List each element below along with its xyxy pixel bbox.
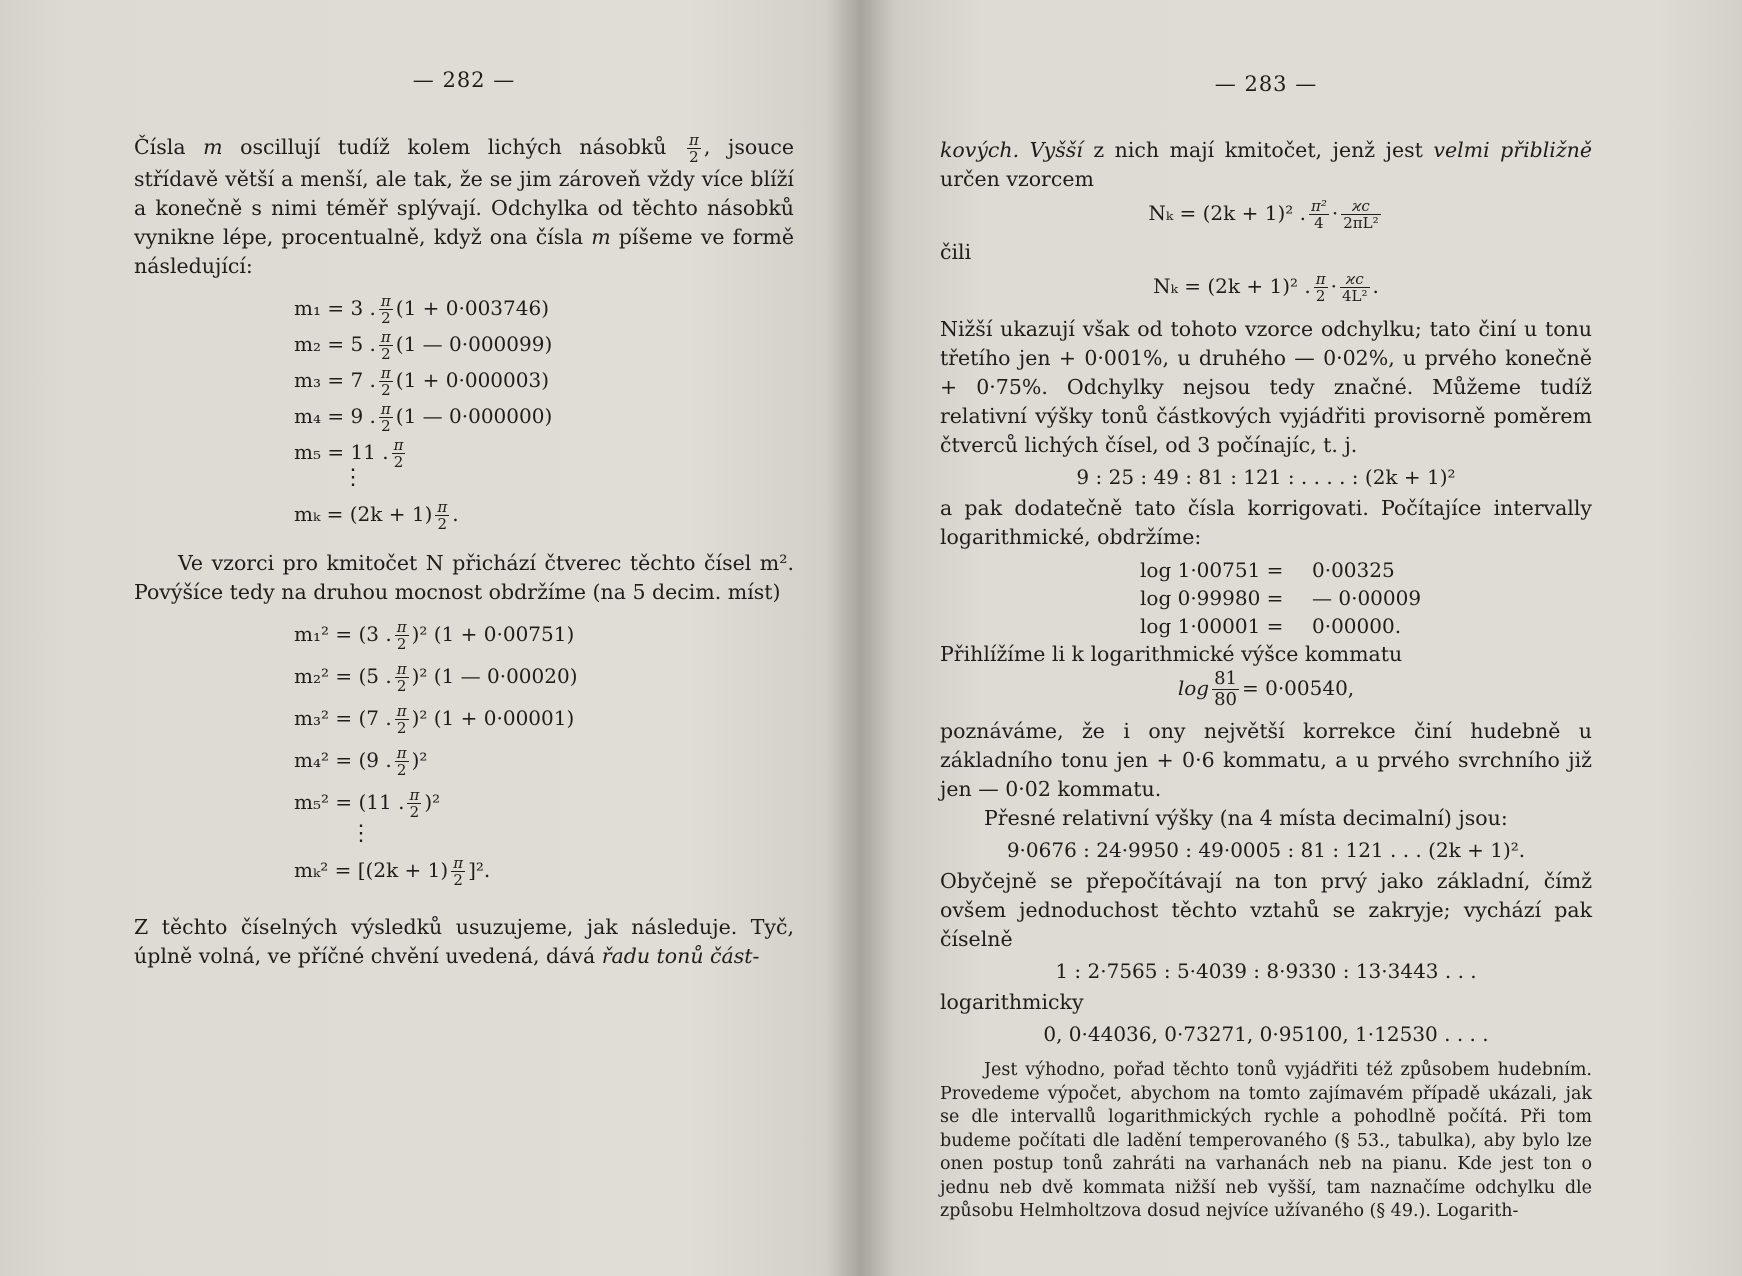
equation (294, 437, 794, 473)
denominator: 80 (1214, 689, 1237, 710)
numerator: π (409, 786, 420, 804)
equation-rhs: . (452, 502, 459, 526)
text: kových. Vyšší (940, 138, 1083, 162)
equation (294, 329, 794, 365)
equation (294, 499, 794, 535)
denominator: 2 (396, 719, 407, 737)
equation-lhs: m₃ = 7 . (294, 368, 376, 392)
numerator: π (396, 618, 407, 636)
numerator: ϰc (1340, 271, 1370, 288)
numerator: π (437, 498, 448, 516)
text: . (1372, 274, 1379, 298)
ratio: 1 : 2·7565 : 5·4039 : 8·9330 : 13·3443 . . . (1055, 959, 1477, 983)
numerator: 81 (1214, 668, 1237, 689)
fraction (1340, 271, 1370, 304)
numerator: π (380, 364, 391, 382)
denominator: 2 (381, 381, 391, 399)
equation (294, 745, 794, 787)
numerator: π (396, 744, 407, 762)
numerator: π (380, 292, 391, 310)
paragraph: logarithmicky (940, 990, 1084, 1014)
equation-rhs: )² (424, 790, 441, 814)
log-rhs: 0·00325 (1312, 558, 1395, 582)
text: určen vzorcem (940, 167, 1094, 191)
equation-lhs: mₖ = (2k + 1) (294, 502, 433, 526)
fraction (451, 855, 465, 888)
paragraph (134, 913, 794, 971)
equation-lhs: m₂ = 5 . (294, 332, 376, 356)
paragraph: Obyčejně se přepočítávají na ton prvý jako základní, čímž ovšem jednoduchost těchto vztahů se zakryje; vychází pak číselně (940, 869, 1592, 951)
fraction (435, 499, 449, 532)
denominator: 2 (396, 677, 407, 695)
text: m (591, 225, 611, 249)
equation-lhs: m₄² = (9 . (294, 748, 392, 772)
log-row (1140, 556, 1592, 584)
paragraph: Ve vzorci pro kmitočet N přichází čtverec těchto čísel m². Povýšíce tedy na druhou mocnost obdržíme (na 5 decim. míst) (134, 551, 794, 604)
fraction (1212, 669, 1239, 710)
equation-block-2 (134, 619, 794, 897)
denominator: 4L² (1341, 287, 1368, 305)
log-row (1140, 584, 1592, 612)
text: z nich mají kmitočet, jenž jest (1082, 138, 1434, 162)
text: řadu tonů část- (601, 944, 760, 968)
text: = 0·00540, (1241, 676, 1355, 700)
formula: Nₖ = (2k + 1)² . $\frac{\pi}{2}$ · $\frac{ϰc}{\text{4L²}}$ . (1153, 270, 1379, 305)
page-number: — 283 — (1214, 72, 1318, 96)
numerator: π (393, 436, 404, 454)
paragraph: poznáváme, že i ony největší korrekce činí hudebně u základního tonu jen + 0·6 kommatu, a u prvého svrchního již jen — 0·02 kommatu. (940, 719, 1592, 801)
text: m (203, 135, 223, 159)
paragraph: Přihlížíme li k logarithmické výšce kommatu (940, 642, 1403, 666)
equation-lhs: m₁² = (3 . (294, 622, 392, 646)
equation-rhs: (1 — 0·000099) (395, 332, 553, 356)
paragraph: čili (940, 240, 972, 264)
denominator: 2 (409, 803, 420, 821)
denominator: 2 (1315, 287, 1326, 305)
denominator: 4 (1314, 214, 1324, 232)
equation-rhs: (1 + 0·003746) (395, 296, 549, 320)
fraction (395, 619, 409, 652)
equation-lhs: m₅ = 11 . (294, 440, 389, 464)
numerator: π (380, 400, 391, 418)
paragraph: Jest výhodno, pořad těchto tonů vyjádřiti též způsobem hudebním. Provedeme výpočet, abychom na tomto zajímavém případě ukázali, jak se dle intervallů logarithmických rychle a pohodlně počítá. Při tom budeme počítati dle ladění temperovaného (§ 53., tabulka), aby bylo lze onen postup tonů zahráti na varhanách neb na pianu. Kde jest ton o jednu neb dvě kommata nižší neb vyšší, tam naznačíme odchylku dle způsobu Helmholtzova dosud nejvíce užívaného (§ 49.). Logarith- (940, 1060, 1592, 1221)
formula-lhs: Nₖ = (2k + 1)² . (1148, 201, 1307, 225)
right-page (860, 0, 1742, 1276)
equation (294, 703, 794, 745)
equation (294, 855, 794, 897)
numerator: π (453, 854, 464, 872)
comma-formula (940, 669, 1592, 717)
fraction (379, 329, 393, 362)
text: píšeme ve formě následující: (134, 225, 794, 278)
equation-rhs: )² (1 + 0·00001) (411, 706, 575, 730)
fraction (379, 365, 393, 398)
numerator: π (689, 131, 699, 149)
denominator: 2πL² (1343, 214, 1379, 232)
numerator: π² (1311, 197, 1327, 215)
equation (294, 619, 794, 661)
text: oscillují tudíž kolem lichých násobků (222, 135, 685, 159)
equation-rhs: (1 + 0·000003) (395, 368, 549, 392)
numerator: π (396, 702, 407, 720)
denominator: 2 (437, 515, 448, 533)
equation (294, 365, 794, 401)
fraction (395, 703, 409, 736)
equation-lhs: mₖ² = [(2k + 1) (294, 858, 449, 882)
fraction (379, 401, 393, 434)
denominator: 2 (393, 453, 404, 471)
equation-rhs: (1 — 0·000000) (395, 404, 553, 428)
denominator: 2 (381, 417, 391, 435)
fraction (392, 437, 406, 470)
page-number: — 282 — (412, 68, 516, 92)
denominator: 2 (381, 309, 391, 327)
log-rhs: — 0·00009 (1312, 586, 1422, 610)
text: Čísla (134, 135, 204, 159)
ratio: 0, 0·44036, 0·73271, 0·95100, 1·12530 . . . . (1043, 1022, 1489, 1046)
left-page (0, 0, 860, 1276)
fraction (1309, 198, 1329, 231)
numerator: π (396, 660, 407, 678)
vertical-dots: ⋮ (342, 465, 364, 490)
denominator: 2 (381, 345, 391, 363)
equation (294, 293, 794, 329)
equation-rhs: ]². (468, 858, 491, 882)
small-print (940, 1059, 1592, 1224)
paragraph: Přesné relativní výšky (na 4 místa decimalní) jsou: (984, 806, 1508, 830)
denominator: 2 (689, 148, 699, 166)
text: , jsouce střídavě větší a menší, ale tak, že se jim zároveň vždy více blíží a konečně s nimi téměř splývají. Odchylka od těchto násobků vynikne lépe, procentualně, když ona čísla (134, 135, 794, 249)
ratio: 9·0676 : 24·9950 : 49·0005 : 81 : 121 . . . (2k + 1)². (1006, 838, 1526, 862)
fraction (379, 293, 393, 326)
formula: Nₖ = (2k + 1)² . $\frac{\text{π²}}{4}$ · $\frac{ϰc}{\text{2πL²}}$ (1148, 197, 1379, 232)
paragraph: a pak dodatečně tato čísla korrigovati. Počítajíce intervally logarithmické, obdržíme: (940, 496, 1592, 549)
fraction (687, 132, 701, 165)
paragraph (940, 136, 1592, 194)
log-lhs: log 1·00751 = (1140, 558, 1284, 582)
paragraph: Nižší ukazují však od tohoto vzorce odchylku; tato činí u tonu třetího jen + 0·001%, u druhého — 0·02%, u prvého konečně + 0·75%. Odchylky nejsou tedy značné. Můžeme tudíž relativní výšky tonů částkových vyjádřiti provisorně poměrem čtverců lichých čísel, od 3 počínajíc, t. j. (940, 317, 1592, 457)
equation-block-1 (134, 293, 794, 535)
equation (294, 661, 794, 703)
equation-rhs: )² (1 — 0·00020) (411, 664, 578, 688)
equation-rhs: )² (1 + 0·00751) (411, 622, 575, 646)
equation-rhs: )² (411, 748, 428, 772)
vertical-dots: ⋮ (350, 821, 372, 846)
equation (294, 401, 794, 437)
denominator: 2 (396, 761, 407, 779)
equation-lhs: m₅² = (11 . (294, 790, 405, 814)
log-lhs: log 0·99980 = (1140, 586, 1284, 610)
fraction (1341, 198, 1380, 231)
numerator: ϰc (1341, 198, 1380, 215)
equation-lhs: m₂² = (5 . (294, 664, 392, 688)
denominator: 2 (396, 635, 407, 653)
log-row (1140, 612, 1592, 640)
text: velmi přibližně (1433, 138, 1592, 162)
log-lhs: log 1·00001 = (1140, 614, 1284, 638)
fraction (1314, 271, 1328, 304)
text: Z těchto číselných výsledků usuzujeme, jak následuje. Tyč, úplně volná, ve příčné chvění uvedená, dává (134, 915, 794, 968)
fraction (407, 787, 421, 820)
equation-lhs: m₁ = 3 . (294, 296, 376, 320)
numerator: π (380, 328, 391, 346)
log-rhs: 0·00000. (1312, 614, 1402, 638)
formula-lhs: Nₖ = (2k + 1)² . (1153, 274, 1311, 298)
fraction (395, 661, 409, 694)
equation-lhs: m₃² = (7 . (294, 706, 392, 730)
log-table (940, 556, 1592, 640)
denominator: 2 (453, 871, 463, 889)
text: log (1177, 676, 1210, 700)
numerator: π (1315, 270, 1326, 288)
equation-lhs: m₄ = 9 . (294, 404, 376, 428)
ratio: 9 : 25 : 49 : 81 : 121 : . . . . : (2k + 1)² (1076, 465, 1456, 489)
paragraph (134, 132, 794, 281)
fraction (395, 745, 409, 778)
